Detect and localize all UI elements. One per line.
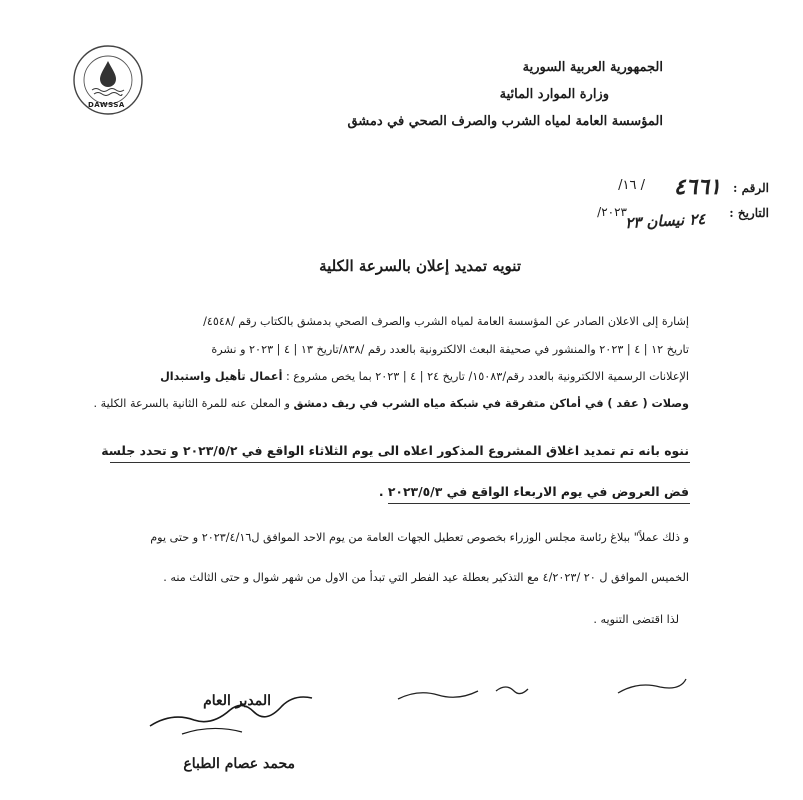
paragraph-1-line-3-text: الإعلانات الرسمية الالكترونية بالعدد رقم/١٥٠٨٣/ تاريخ ٢٤ | ٤ | ٢٠٢٣ بما يخص مشروع :: [285, 370, 689, 383]
paragraph-3-line-1: و ذلك عملاً" ببلاغ رئاسة مجلس الوزراء بخصوص تعطيل الجهات العامة من يوم الاحد الموافق ل٢٠٢٣/٤/١٦ و حتى يوم: [150, 531, 689, 544]
underline-2: [388, 503, 690, 504]
paragraph-3-line-2: الخميس الموافق ل ٢٠ /٤/٢٠٢٣ مع التذكير بعطلة عيد الفطر التي تبدأ من الاول من شهر شوال و حتى الثالث منه .: [163, 571, 689, 584]
country-name: الجمهورية العربية السورية: [522, 60, 663, 75]
initials-signatures: [388, 665, 698, 715]
signature-name: محمد عصام الطباع: [183, 756, 295, 772]
paragraph-1-line-1: إشارة إلى الاعلان الصادر عن المؤسسة العامة لمياه الشرب والصرف الصحي بدمشق بالكتاب رقم /٤٥٤٨/: [203, 315, 689, 328]
ministry-name: وزارة الموارد المائية: [499, 87, 609, 102]
institution-name: المؤسسة العامة لمياه الشرب والصرف الصحي في دمشق: [347, 114, 663, 129]
project-name-part-2: وصلات ( عقد ) في أماكن متفرقة في شبكة مياه الشرب في ريف دمشق: [293, 397, 689, 410]
water-drop-icon: [100, 61, 116, 87]
date-value: ٢٤ نيسان ٢٣: [624, 209, 706, 233]
number-suffix: / ١٦/: [618, 178, 645, 193]
project-name-part-1: أعمال تأهيل واستبدال: [160, 370, 283, 383]
paragraph-2-line-2: فض العروض في يوم الاربعاء الواقع في ٢٠٢٣/٥/٣ .: [378, 484, 689, 499]
closing-line: لذا اقتضى التنويه .: [593, 613, 679, 626]
paragraph-1-line-3: [160, 370, 689, 383]
date-label: التاريخ :: [729, 206, 769, 220]
number-label: الرقم :: [733, 181, 769, 195]
number-value: ٤٦٦١: [673, 174, 721, 200]
paragraph-1-line-4: [94, 397, 689, 410]
date-year: ٢٠٢٣/: [597, 205, 627, 219]
paragraph-2-line-1: ننوه بانه تم تمديد اغلاق المشروع المذكور اعلاه الى يوم الثلاثاء الواقع في ٢٠٢٣/٥/٢ و تحدد جلسة: [101, 443, 689, 458]
logo-text: DAWSSA: [88, 101, 125, 109]
underline-1: [110, 462, 690, 463]
paragraph-1-line-4-text: و المعلن عنه للمرة الثانية بالسرعة الكلية .: [93, 397, 290, 410]
paragraph-1-line-2: تاريخ ١٢ | ٤ | ٢٠٢٣ والمنشور في صحيفة البعث الالكترونية بالعدد رقم /٨٣٨/تاريخ ١٣ | ٤ | ٢٠٢٣ و نشرة: [211, 343, 689, 356]
page-title: تنويه تمديد إعلان بالسرعة الكلية: [319, 257, 521, 275]
signature-title: المدير العام: [203, 693, 271, 709]
director-signature: [142, 676, 322, 746]
